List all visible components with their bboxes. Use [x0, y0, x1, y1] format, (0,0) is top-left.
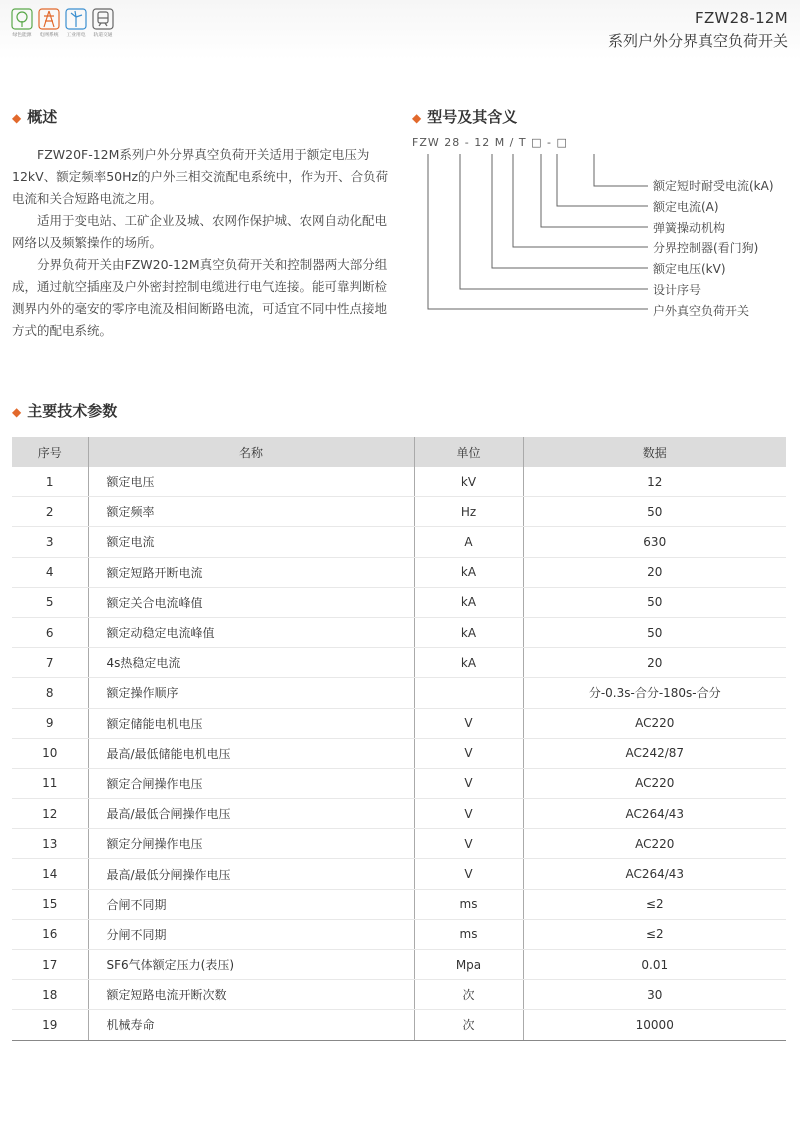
table-row — [12, 980, 786, 1010]
param-value: AC220 — [523, 829, 786, 859]
table-row — [12, 859, 786, 889]
icon-caption: 绿色能源 — [12, 32, 32, 38]
overview-heading — [12, 106, 57, 127]
row-number: 12 — [12, 799, 88, 829]
param-name: 额定频率 — [88, 497, 414, 527]
param-unit: kA — [414, 587, 523, 617]
row-number: 15 — [12, 889, 88, 919]
param-unit: ms — [414, 889, 523, 919]
param-unit: kV — [414, 467, 523, 497]
table-header-row — [12, 437, 786, 467]
row-number: 3 — [12, 527, 88, 557]
column-header: 序号 — [12, 437, 88, 467]
param-name: 额定关合电流峰值 — [88, 587, 414, 617]
model-meanings — [653, 176, 774, 322]
meaning-item: 设计序号 — [653, 282, 702, 297]
product-title: 系列户外分界真空负荷开关 — [607, 32, 788, 50]
wind-turbine-icon — [65, 8, 87, 30]
green-energy-item — [10, 8, 34, 38]
param-name: 额定合闸操作电压 — [88, 768, 414, 798]
overview-paragraph: 适用于变电站、工矿企业及城、农网作保护城、农网自动化配电网络以及频繁操作的场所。 — [12, 213, 388, 250]
table-row — [12, 557, 786, 587]
param-unit — [414, 678, 523, 708]
table-row — [12, 829, 786, 859]
param-unit: V — [414, 859, 523, 889]
tree-icon — [11, 8, 33, 30]
power-tower-icon — [38, 8, 60, 30]
meaning-item: 弹簧操动机构 — [653, 220, 726, 235]
icon-caption: 电网系统 — [39, 32, 59, 38]
param-unit: V — [414, 708, 523, 738]
param-unit: V — [414, 768, 523, 798]
row-number: 13 — [12, 829, 88, 859]
param-unit: 次 — [414, 980, 523, 1010]
row-number: 7 — [12, 648, 88, 678]
param-value: 30 — [523, 980, 786, 1010]
param-name: 额定电流 — [88, 527, 414, 557]
param-value: 630 — [523, 527, 786, 557]
model-code: FZW 28 - 12 M / T □ - □ — [412, 136, 568, 149]
param-unit: Hz — [414, 497, 523, 527]
param-name: 额定电压 — [88, 467, 414, 497]
row-number: 9 — [12, 708, 88, 738]
param-name: 最高/最低分闸操作电压 — [88, 859, 414, 889]
param-value: ≤2 — [523, 919, 786, 949]
table-row — [12, 1010, 786, 1040]
row-number: 8 — [12, 678, 88, 708]
param-value: AC220 — [523, 708, 786, 738]
row-number: 2 — [12, 497, 88, 527]
param-value: 20 — [523, 648, 786, 678]
param-name: 合闸不同期 — [88, 889, 414, 919]
table-row — [12, 708, 786, 738]
param-value: ≤2 — [523, 889, 786, 919]
param-name: 最高/最低合闸操作电压 — [88, 799, 414, 829]
table-row — [12, 799, 786, 829]
param-name: 最高/最低储能电机电压 — [88, 738, 414, 768]
overview-paragraph: 分界负荷开关由FZW20-12M真空负荷开关和控制器两大部分组成，通过航空插座及户外密封控制电缆进行电气连接。能可靠判断检测界内外的毫安的零序电流及相间断路电流，可适宜不同中性点接地方式的配电系统。 — [12, 257, 388, 338]
overview-paragraph: FZW20F-12M系列户外分界真空负荷开关适用于额定电压为12kV、额定频率50Hz的户外三相交流配电系统中，作为开、合负荷电流和关合短路电流之用。 — [12, 147, 389, 206]
param-value: AC264/43 — [523, 799, 786, 829]
param-unit: kA — [414, 557, 523, 587]
meaning-item: 额定电压(kV) — [653, 262, 726, 277]
param-unit: kA — [414, 648, 523, 678]
param-name: 额定动稳定电流峰值 — [88, 617, 414, 647]
param-name: 额定短路开断电流 — [88, 557, 414, 587]
param-value: 分-0.3s-合分-180s-合分 — [523, 678, 786, 708]
param-value: 20 — [523, 557, 786, 587]
page-header — [0, 0, 800, 60]
row-number: 16 — [12, 919, 88, 949]
params-heading — [12, 400, 117, 421]
table-row — [12, 889, 786, 919]
table-row — [12, 467, 786, 497]
row-number: 11 — [12, 768, 88, 798]
table-body — [12, 467, 786, 1040]
table-row — [12, 497, 786, 527]
param-value: 50 — [523, 617, 786, 647]
model-heading-text: 型号及其含义 — [427, 108, 518, 126]
param-unit: Mpa — [414, 950, 523, 980]
model-heading — [412, 106, 517, 127]
param-name: 额定储能电机电压 — [88, 708, 414, 738]
column-header: 数据 — [523, 437, 786, 467]
param-name: 额定短路电流开断次数 — [88, 980, 414, 1010]
params-heading-text: 主要技术参数 — [27, 402, 118, 420]
meaning-item: 户外真空负荷开关 — [653, 303, 750, 318]
overview-heading-text: 概述 — [27, 108, 58, 126]
row-number: 14 — [12, 859, 88, 889]
param-value: 0.01 — [523, 950, 786, 980]
column-header: 单位 — [414, 437, 523, 467]
param-unit: V — [414, 829, 523, 859]
overview-text — [12, 144, 392, 342]
row-number: 19 — [12, 1010, 88, 1040]
param-value: AC242/87 — [523, 738, 786, 768]
icon-caption: 工业用电 — [66, 32, 86, 38]
diamond-icon: ◆ — [412, 111, 422, 125]
product-code: FZW28-12M — [695, 9, 788, 27]
column-header: 名称 — [88, 437, 414, 467]
param-unit: kA — [414, 617, 523, 647]
param-value: 50 — [523, 587, 786, 617]
grid-system-item — [37, 8, 61, 38]
param-unit: ms — [414, 919, 523, 949]
param-value: AC220 — [523, 768, 786, 798]
row-number: 10 — [12, 738, 88, 768]
icon-caption: 轨道交通 — [93, 32, 113, 38]
param-value: AC264/43 — [523, 859, 786, 889]
meaning-item: 额定短时耐受电流(kA) — [653, 179, 774, 193]
row-number: 6 — [12, 617, 88, 647]
industrial-item — [64, 8, 88, 38]
table-row — [12, 617, 786, 647]
row-number: 17 — [12, 950, 88, 980]
param-unit: V — [414, 738, 523, 768]
rail-item — [91, 8, 115, 38]
diamond-icon: ◆ — [12, 405, 22, 419]
table-row — [12, 678, 786, 708]
table-row — [12, 950, 786, 980]
model-leader-lines — [400, 150, 660, 320]
param-name: 机械寿命 — [88, 1010, 414, 1040]
param-unit: 次 — [414, 1010, 523, 1040]
train-icon — [92, 8, 114, 30]
param-name: 分闸不同期 — [88, 919, 414, 949]
params-table — [12, 437, 786, 1041]
row-number: 5 — [12, 587, 88, 617]
meaning-item: 额定电流(A) — [653, 199, 719, 214]
param-value: 12 — [523, 467, 786, 497]
diamond-icon: ◆ — [12, 111, 22, 125]
row-number: 1 — [12, 467, 88, 497]
table-row — [12, 527, 786, 557]
param-unit: V — [414, 799, 523, 829]
table-row — [12, 587, 786, 617]
row-number: 18 — [12, 980, 88, 1010]
param-name: 额定分闸操作电压 — [88, 829, 414, 859]
param-name: SF6气体额定压力(表压) — [88, 950, 414, 980]
table-row — [12, 738, 786, 768]
meaning-item: 分界控制器(看门狗) — [653, 241, 759, 256]
param-value: 50 — [523, 497, 786, 527]
table-row — [12, 648, 786, 678]
row-number: 4 — [12, 557, 88, 587]
param-unit: A — [414, 527, 523, 557]
table-row — [12, 919, 786, 949]
category-icons — [10, 8, 115, 38]
param-name: 额定操作顺序 — [88, 678, 414, 708]
table-row — [12, 768, 786, 798]
param-name: 4s热稳定电流 — [88, 648, 414, 678]
param-value: 10000 — [523, 1010, 786, 1040]
